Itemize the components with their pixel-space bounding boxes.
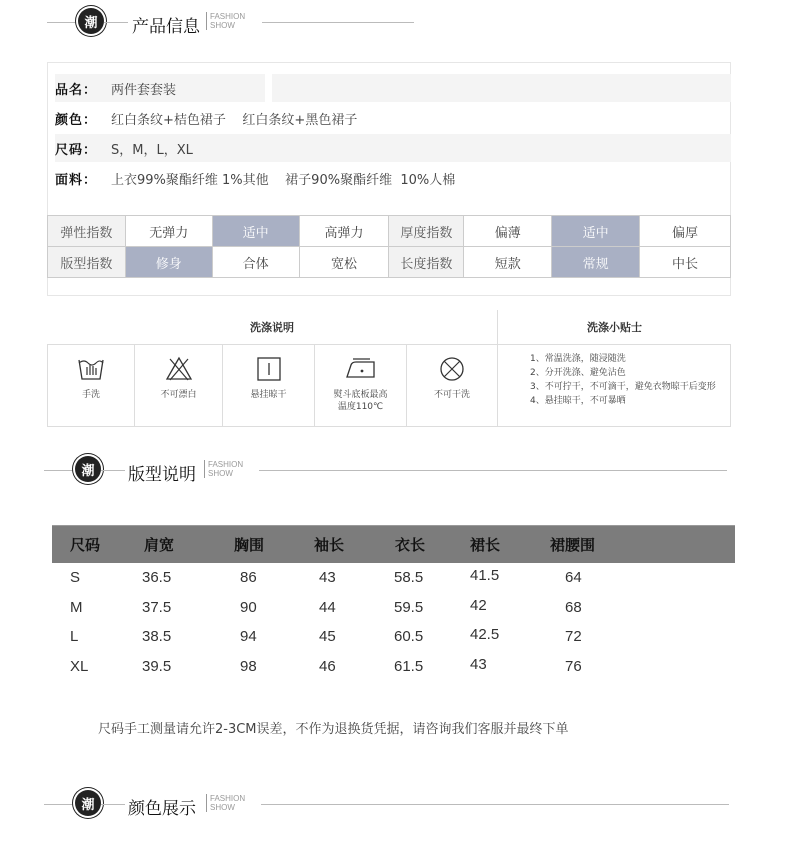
cell-sleeve: 43 (319, 569, 336, 586)
table-row (52, 653, 735, 682)
care-hand-wash (47, 344, 134, 427)
no-dry-clean-label: 不可干洗 (433, 390, 470, 400)
info-row-name-ext (272, 74, 731, 102)
brand-badge: 潮 (78, 8, 104, 34)
care-iron (314, 344, 406, 427)
subtitle-line2: SHOW (210, 21, 235, 30)
header-line-left (44, 470, 74, 471)
cell-skirt-length: 42 (470, 597, 487, 614)
size-label: 尺码： (55, 142, 98, 158)
info-row-name (55, 74, 265, 102)
header-shoulder: 肩宽 (144, 536, 175, 554)
fabric-label: 面料： (55, 172, 98, 188)
tips-title: 洗涤小贴士 (587, 321, 642, 334)
hang-dry-label: 悬挂晾干 (250, 390, 287, 400)
cell-skirt-waist: 72 (565, 628, 582, 645)
table-row (52, 564, 735, 593)
hand-wash-label: 手洗 (81, 390, 100, 400)
cell-length: 60.5 (394, 628, 424, 645)
iron-icon (344, 355, 378, 383)
cell-skirt-length: 41.5 (470, 567, 500, 584)
cell-length: 58.5 (394, 569, 424, 586)
cell-length: 59.5 (394, 599, 424, 616)
header-line-right (261, 804, 729, 805)
iron-label-line2: 温度110℃ (337, 402, 384, 412)
header-sleeve: 袖长 (314, 536, 345, 554)
cell-shoulder: 39.5 (142, 658, 172, 675)
elasticity-medium-selected: 适中 (212, 216, 299, 247)
size-table-header (52, 525, 735, 563)
size-note: 尺码手工测量请允许2-3CM误差，不作为退换货凭据，请咨询我们客服并最终下单 (98, 722, 569, 737)
hang-dry-icon (254, 355, 284, 383)
header-line-left (47, 22, 77, 23)
index-row-elasticity (48, 216, 731, 247)
thickness-medium-selected: 适中 (552, 216, 640, 247)
index-row-fit (48, 247, 731, 278)
brand-badge: 潮 (75, 456, 101, 482)
table-row (52, 594, 735, 623)
subtitle-line1: FASHION (210, 12, 246, 21)
elasticity-label: 弹性指数 (48, 216, 126, 247)
no-dry-clean-icon (437, 355, 467, 383)
cell-chest: 90 (240, 599, 257, 616)
care-tips (497, 344, 731, 427)
tip-4: 4、悬挂晾干，不可暴晒 (530, 396, 626, 406)
subtitle-line1: FASHION (208, 460, 244, 469)
cell-sleeve: 46 (319, 658, 336, 675)
section-subtitle (206, 12, 245, 30)
no-bleach-icon (164, 355, 194, 383)
cell-sleeve: 44 (319, 599, 336, 616)
header-size: 尺码 (70, 536, 101, 554)
cell-skirt-length: 42.5 (470, 626, 500, 643)
cell-skirt-length: 43 (470, 656, 487, 673)
brand-badge: 潮 (75, 790, 101, 816)
cell-shoulder: 36.5 (142, 569, 172, 586)
info-row-color (55, 104, 723, 132)
cell-sleeve: 45 (319, 628, 336, 645)
section-title: 版型说明 (128, 465, 196, 485)
color-label: 颜色： (55, 112, 98, 128)
header-line-mid (101, 804, 125, 805)
care-no-dry-clean (406, 344, 497, 427)
cell-skirt-waist: 64 (565, 569, 582, 586)
size-value: S，M，L，XL (111, 142, 193, 158)
header-skirt-waist: 裙腰围 (550, 536, 596, 554)
care-section (47, 310, 731, 427)
cell-length: 61.5 (394, 658, 424, 675)
fit-label: 版型指数 (48, 247, 126, 278)
section-subtitle (204, 460, 243, 478)
header-skirt-length: 裙长 (470, 536, 501, 554)
cell-chest: 86 (240, 569, 257, 586)
subtitle-line2: SHOW (210, 803, 235, 812)
header-line-mid (101, 470, 125, 471)
length-label: 长度指数 (389, 247, 464, 278)
header-line-mid (104, 22, 128, 23)
section-header-product-info (0, 8, 790, 38)
length-short: 短款 (464, 247, 552, 278)
header-line-right (259, 470, 727, 471)
hand-wash-icon (76, 355, 106, 383)
tip-1: 1、常温洗涤，随浸随洗 (530, 354, 626, 364)
length-regular-selected: 常规 (552, 247, 640, 278)
color-value: 红白条纹+桔色裙子 红白条纹+黑色裙子 (111, 112, 358, 128)
section-subtitle (206, 794, 245, 812)
table-row (52, 623, 735, 652)
cell-chest: 98 (240, 658, 257, 675)
cell-chest: 94 (240, 628, 257, 645)
subtitle-line1: FASHION (210, 794, 246, 803)
fit-slim-selected: 修身 (125, 247, 212, 278)
elasticity-high: 高弹力 (299, 216, 389, 247)
section-header-colors (0, 790, 790, 820)
tip-3: 3、不可拧干，不可滴干，避免衣物晾干后变形 (530, 382, 716, 392)
no-bleach-label: 不可漂白 (160, 390, 197, 400)
header-length: 衣长 (395, 536, 426, 554)
cell-skirt-waist: 68 (565, 599, 582, 616)
cell-size: M (70, 599, 83, 616)
section-title: 颜色展示 (128, 799, 196, 819)
cell-size: L (70, 628, 79, 645)
cell-shoulder: 37.5 (142, 599, 172, 616)
iron-label-line1: 熨斗底板最高 (333, 390, 388, 400)
elasticity-none: 无弹力 (125, 216, 212, 247)
section-header-fit-guide (0, 456, 790, 486)
name-label: 品名： (55, 82, 98, 98)
header-chest: 胸围 (234, 536, 265, 554)
fit-loose: 宽松 (299, 247, 389, 278)
section-title: 产品信息 (132, 17, 200, 37)
wash-title: 洗涤说明 (250, 321, 294, 334)
header-line-left (44, 804, 74, 805)
fabric-value: 上衣99%聚酯纤维 1%其他 裙子90%聚酯纤维 10%人棉 (111, 172, 456, 188)
index-table (47, 215, 731, 278)
length-mid-long: 中长 (640, 247, 731, 278)
care-no-bleach (134, 344, 222, 427)
fit-regular: 合体 (212, 247, 299, 278)
thickness-thin: 偏薄 (464, 216, 552, 247)
thickness-label: 厚度指数 (389, 216, 464, 247)
tip-2: 2、分开洗涤、避免沾色 (530, 368, 626, 378)
info-row-size (55, 134, 731, 162)
cell-size: XL (70, 658, 89, 675)
cell-size: S (70, 569, 81, 586)
subtitle-line2: SHOW (208, 469, 233, 478)
name-value: 两件套套装 (111, 82, 177, 98)
cell-shoulder: 38.5 (142, 628, 172, 645)
cell-skirt-waist: 76 (565, 658, 582, 675)
header-line-right (262, 22, 414, 23)
thickness-thick: 偏厚 (640, 216, 731, 247)
care-hang-dry (222, 344, 314, 427)
info-row-fabric (55, 164, 723, 192)
